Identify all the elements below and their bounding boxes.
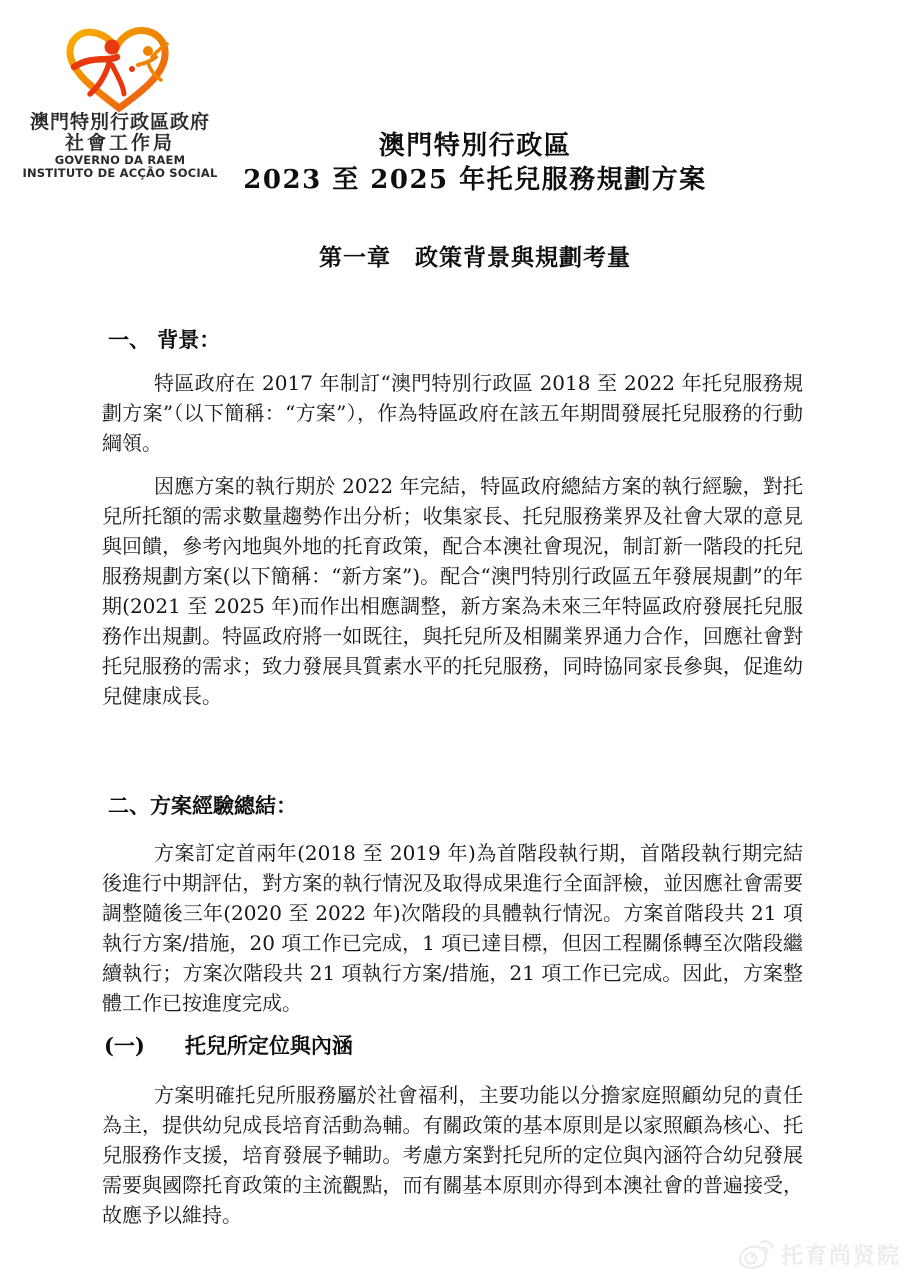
subsection-title: 托兒所定位與內涵 (184, 1033, 353, 1058)
watermark (738, 1238, 901, 1270)
document-title (102, 129, 848, 197)
section-heading-background: 一、 背景： (108, 327, 221, 352)
document-title-line1: 澳門特別行政區 (378, 131, 572, 161)
paragraph-positioning: 方案明確托兒所服務屬於社會福利，主要功能以分擔家庭照顧幼兒的責任為主，提供幼兒成長培育活動為輔。有關政策的基本原則是以家照顧為核心、托兒服務作支援，培育發展予輔助。考慮方案對托兒所的定位與內涵符合幼兒發展需要與國際托育政策的主流觀點，而有關基本原則亦得到本澳社會的普遍接受，故應予以維持。 (102, 1083, 803, 1227)
chapter-heading: 第一章 政策背景與規劃考量 (319, 244, 631, 271)
org-name-pt-line2: INSTITUTO DE ACÇÃO SOCIAL (22, 166, 218, 180)
org-name-zh-line1: 澳門特別行政區政府 (29, 111, 210, 133)
org-name-pt-line1: GOVERNO DA RAEM (54, 153, 186, 167)
document-title-line2: 2023 至 2025 年托兒服務規劃方案 (243, 165, 707, 195)
paragraph-experience-summary: 方案訂定首兩年(2018 至 2019 年)為首階段執行期，首階段執行期完結後進行中期評估，對方案的執行情況及取得成果進行全面評檢，並因應社會需要調整隨後三年(2020 至 2022 年)次階段的具體執行情況。方案首階段共 21 項執行方案/措施，20 項工作已完成，1 項已達目標，但因工程關係轉至次階段繼續執行；方案次階段共 21 項執行方案/措施，21 項工作已完成。因此，方案整體工作已按進度完成。 (102, 841, 803, 1015)
ias-heart-logo-icon (58, 25, 180, 113)
paragraph-background-2: 因應方案的執行期於 2022 年完結，特區政府總結方案的執行經驗，對托兒所托額的需求數量趨勢作出分析；收集家長、托兒服務業界及社會大眾的意見與回饋，參考內地與外地的托育政策，配合本澳社會現況，制訂新一階段的托兒服務規劃方案(以下簡稱：“新方案”)。配合“澳門特別行政區五年發展規劃”的年期(2021 至 2025 年)而作出相應調整，新方案為未來三年特區政府發展托兒服務作出規劃。特區政府將一如既往，與托兒所及相關業界通力合作，回應社會對托兒服務的需求；致力發展具質素水平的托兒服務，同時協同家長參與，促進幼兒健康成長。 (102, 474, 803, 708)
subsection-heading-positioning (104, 1032, 353, 1060)
org-name-zh-line2: 社會工作局 (64, 132, 175, 154)
section-heading-experience-summary: 二、方案經驗總結： (108, 793, 297, 818)
weibo-icon (738, 1238, 776, 1270)
watermark-text: 托育尚贤院 (781, 1243, 902, 1269)
subsection-number: (一) (104, 1033, 145, 1058)
paragraph-background-1: 特區政府在 2017 年制訂“澳門特別行政區 2018 至 2022 年托兒服務規劃方案”（以下簡稱：“方案”），作為特區政府在該五年期間發展托兒服務的行動綱領。 (102, 371, 803, 455)
